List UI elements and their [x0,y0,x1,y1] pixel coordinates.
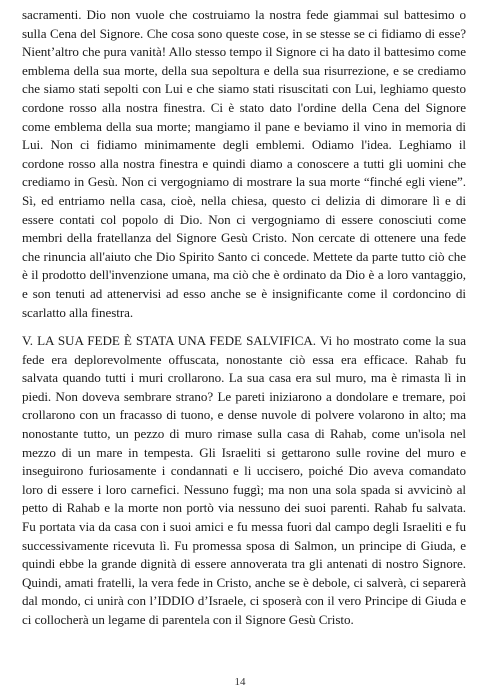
document-page [22,6,466,630]
paragraph-text: Vi ho mostrato come la sua fede era deplorevolmente offuscata, nonostante ciò essa era efficace. Rahab fu salvata quando tutti i muri crollarono. La sua casa era sul muro, ma è rimasta lì in piedi. Non doveva sembrare strano? Le pareti iniziarono a dondolare e tremare, poi crollarono con un fracasso di tuono, e dense nuvole di polvere volarono in alto; ma nonostante tutto, un pezzo di muro rimase sulla casa di Rahab, come un'isola nel mezzo di un mare in tempesta. Gli Israeliti si gettarono sulle rovine del muro e inseguirono furiosamente i condannati e li uccisero, poiché Dio aveva comandato loro di essere i loro carnefici. Nessuno fuggì; ma non una sola spada si avvicinò al petto di Rahab e la morte non portò via nessuno dei suoi parenti. Rahab fu salvata. Fu portata via da casa con i suoi amici e fu messa fuori dal campo degli Israeliti e fu successivamente ricevuta lì. Fu promessa sposa di Salmon, un principe di Giuda, e quindi ebbe la grande dignità di essere annoverata tra gli antenati di nostro Signore. Quindi, amati fratelli, la vera fede in Cristo, anche se è debole, ci salverà, ci separerà dal mondo, ci unirà con l’IDDIO d’Israele, ci sposerà con il vero Principe di Giuda e ci collocherà un legame di parentela con il Signore Gesù Cristo. [22,333,466,627]
section-heading: V. LA SUA FEDE È STATA UNA FEDE SALVIFICA. [22,333,317,349]
paragraph-text: sacramenti. Dio non vuole che costruiamo la nostra fede giammai sul battesimo o sulla Cena del Signore. Che cosa sono queste cose, in se stesse se ci fidiamo di esse? Nient’altro che pura vanità! Allo stesso tempo il Signore ci ha dato il battesimo come emblema della sua morte, della sua sepoltura e della sua risurrezione, e se crediamo che siamo stati sepolti con Lui e che siamo stati risuscitati con Lui, leghiamo questo cordone rosso alla nostra finestra. Ci è stato dato l'ordine della Cena del Signore come emblema della sua morte; mangiamo il pane e beviamo il vino in memoria di Lui. Non ci fidiamo minimamente degli emblemi. Odiamo l'idea. Leghiamo il cordone rosso alla nostra finestra e quindi diamo a conoscere a tutti gli uomini che crediamo in Gesù. Non ci vergogniamo di mostrare la sua morte “finché egli viene”. Sì, ed entriamo nella casa, cioè, nella chiesa, questo ci delizia di dimorare lì e di essere contati col popolo di Dio. Non ci vergogniamo di essere conosciuti come membri della fratellanza del Signore Gesù Cristo. Non cercate di ottenere una fede che rinuncia all'aiuto che Dio Spirito Santo ci concede. Mettete da parte tutto ciò che è il prodotto dell'invenzione umana, ma ciò che è ordinato da Dio è a loro vantaggio, e son tenuti ad attenervisi ad esso anche se è insignificante come il cordoncino di scarlatto alla finestra. [22,7,466,320]
paragraph-saving-faith [22,332,466,630]
page-number: 14 [234,676,246,688]
paragraph-sacraments [22,6,466,322]
